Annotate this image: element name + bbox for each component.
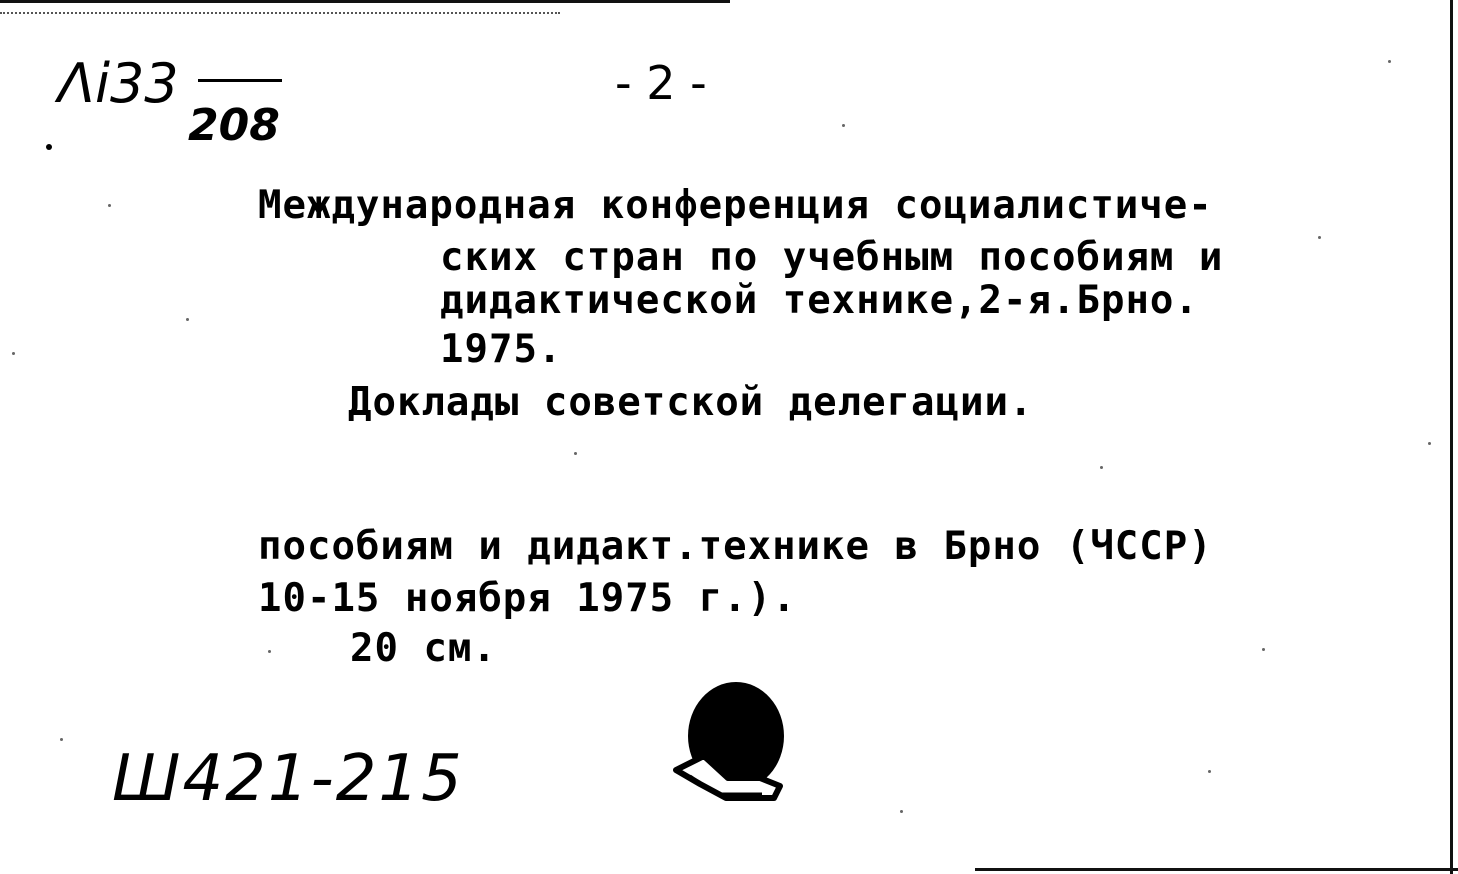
scan-speck bbox=[1262, 648, 1265, 651]
title-line-2: ских стран по учебным пособиям и bbox=[440, 235, 1224, 280]
scan-speck bbox=[268, 650, 271, 653]
card-bottom-edge bbox=[975, 868, 1458, 871]
title-line-1: Международная конференция социалистиче- bbox=[258, 183, 1213, 228]
physical-size: 20 см. bbox=[350, 626, 497, 671]
page-number: - 2 - bbox=[615, 56, 707, 110]
scan-speck bbox=[1100, 466, 1103, 469]
card-top-edge bbox=[0, 0, 730, 3]
scan-speck bbox=[60, 738, 63, 741]
scan-speck bbox=[12, 352, 15, 355]
shelf-mark-fraction-bar bbox=[198, 79, 282, 82]
scan-speck bbox=[1318, 236, 1321, 239]
note-line-1: пособиям и дидакт.технике в Брно (ЧССР) bbox=[258, 524, 1213, 569]
scan-speck bbox=[1388, 60, 1391, 63]
shelf-mark-top: Λi33 bbox=[58, 52, 179, 115]
subtitle: Доклады советской делегации. bbox=[348, 380, 1034, 425]
title-line-3: дидактической технике,2-я.Брно. bbox=[440, 278, 1199, 323]
scan-speck bbox=[1428, 442, 1431, 445]
shelf-mark-dot bbox=[46, 144, 52, 150]
scan-speck bbox=[186, 318, 189, 321]
scan-speck bbox=[900, 810, 903, 813]
title-line-4: 1975. bbox=[440, 327, 563, 372]
scan-speck bbox=[574, 452, 577, 455]
scan-speck bbox=[108, 204, 111, 207]
punched-hole bbox=[662, 672, 794, 812]
scan-speck bbox=[1208, 770, 1211, 773]
card-right-edge bbox=[1450, 0, 1453, 874]
note-line-2: 10-15 ноября 1975 г.). bbox=[258, 576, 797, 621]
scan-speck bbox=[842, 124, 845, 127]
shelf-mark-fraction: 208 bbox=[188, 100, 280, 151]
shelf-mark-bottom: Ш421-215 bbox=[112, 742, 464, 816]
card-top-edge-noise bbox=[0, 12, 560, 14]
